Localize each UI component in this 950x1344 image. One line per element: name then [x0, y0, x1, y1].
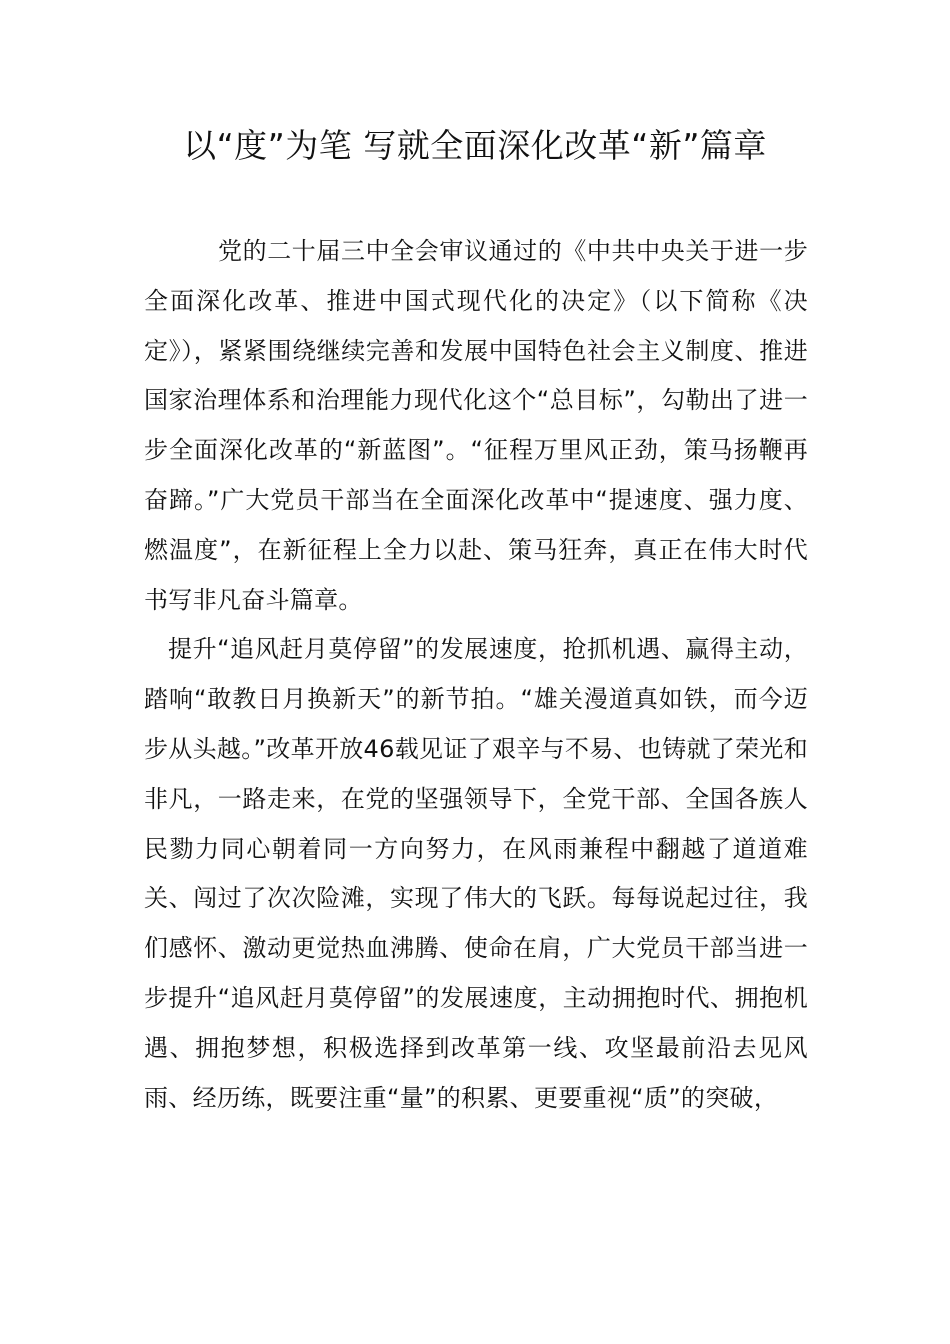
paragraph-speed: 提升“追风赶月莫停留”的发展速度，抢抓机遇、赢得主动，踏响“敢教日月换新天”的新节拍。“雄关漫道真如铁，而今迈步从头越。”改革开放46载见证了艰辛与不易、也铸就了荣光和非凡，一路走来，在党的坚强领导下，全党干部、全国各族人民勠力同心朝着同一方向努力，在风雨兼程中翻越了道道难关、闯过了次次险滩，实现了伟大的飞跃。每每说起过往，我们感怀、激动更觉热血沸腾、使命在肩，广大党员干部当进一步提升“追风赶月莫停留”的发展速度，主动拥抱时代、拥抱机遇、拥抱梦想，积极选择到改革第一线、攻坚最前沿去见风雨、经历练，既要注重“量”的积累、更要重视“质”的突破， — [144, 635, 808, 1112]
document-title: 以“度”为笔 写就全面深化改革“新”篇章 — [183, 126, 767, 165]
document-body — [144, 227, 808, 1123]
paragraph-intro: 党的二十届三中全会审议通过的《中共中央关于进一步全面深化改革、推进中国式现代化的决定》（以下简称《决定》），紧紧围绕继续完善和发展中国特色社会主义制度、推进国家治理体系和治理能力现代化这个“总目标”，勾勒出了进一步全面深化改革的“新蓝图”。“征程万里风正劲，策马扬鞭再奋蹄。”广大党员干部当在全面深化改革中“提速度、强力度、燃温度”，在新征程上全力以赴、策马狂奔，真正在伟大时代书写非凡奋斗篇章。 — [144, 237, 809, 614]
